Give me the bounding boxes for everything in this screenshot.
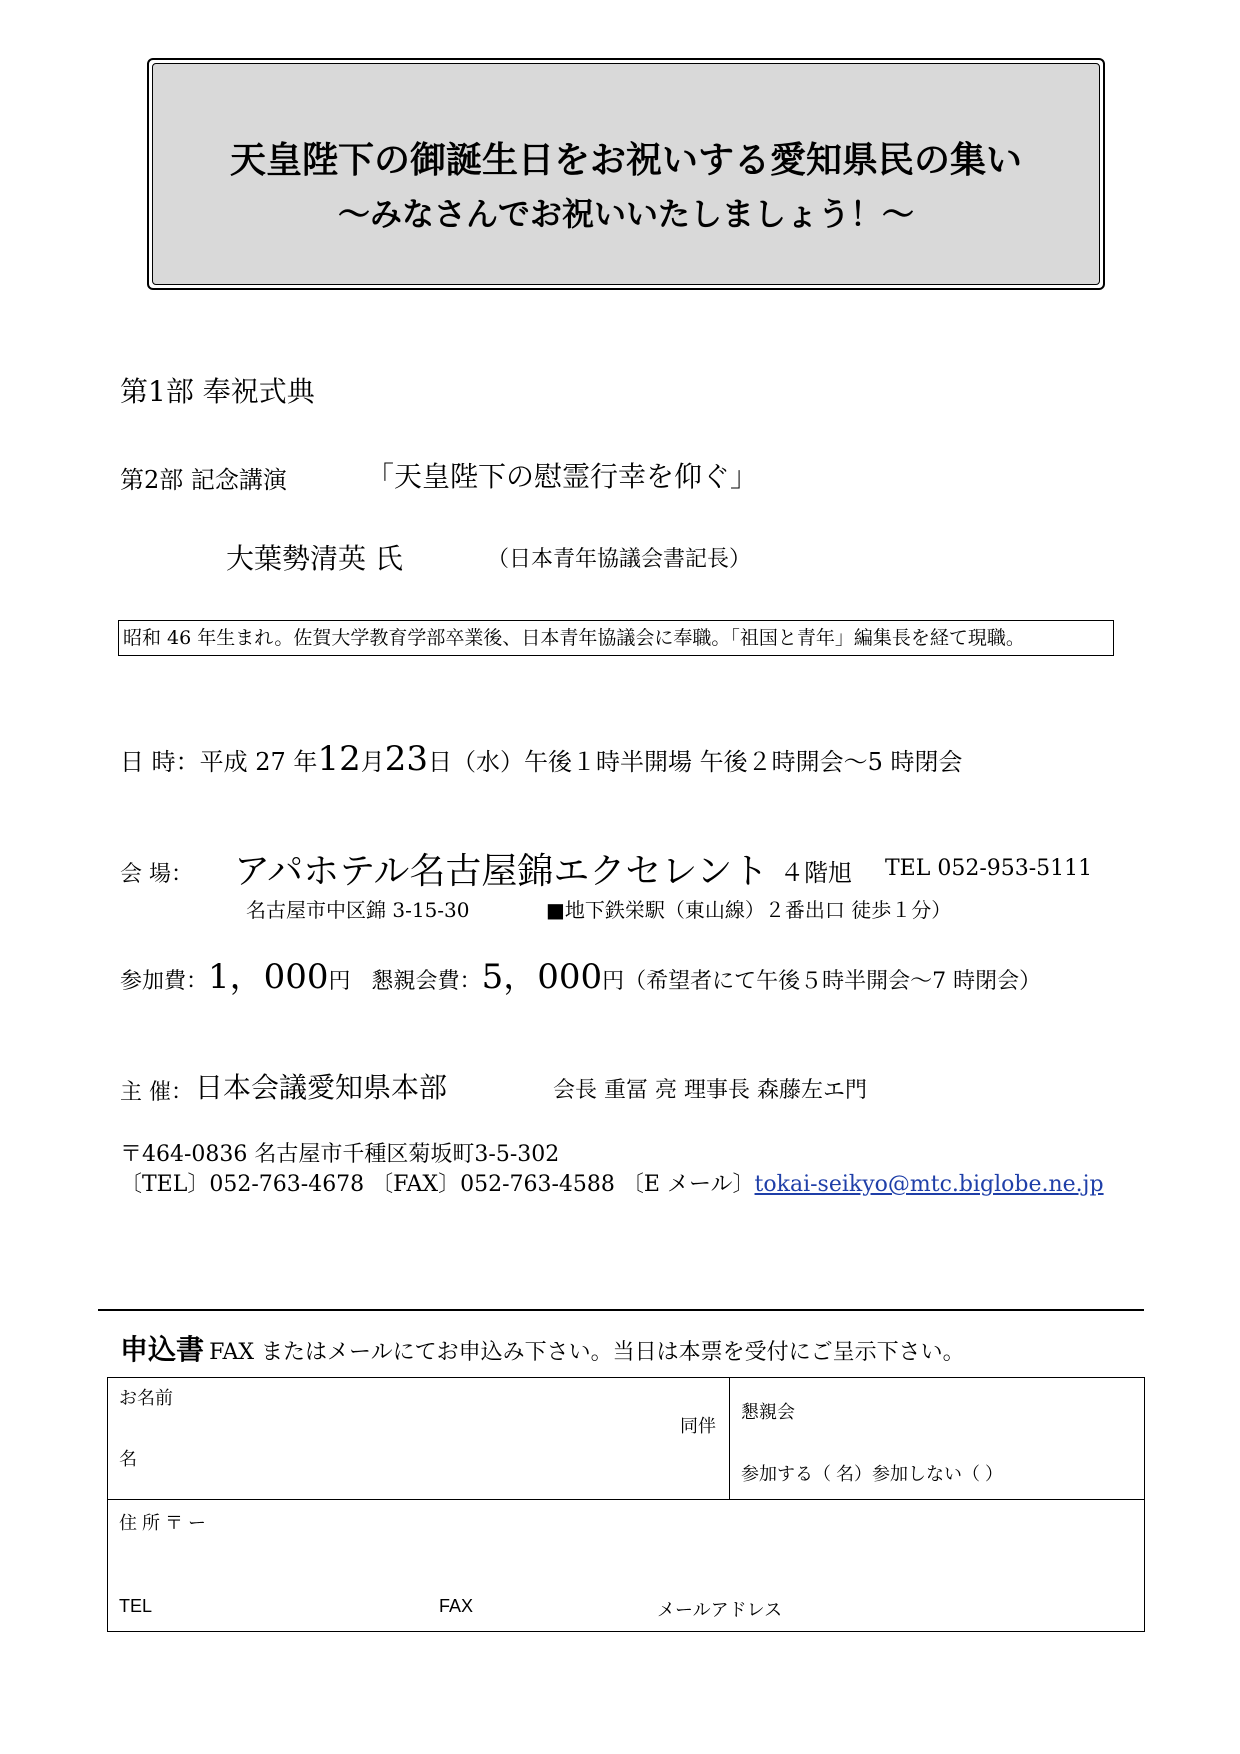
speaker-role: （日本青年協議会書記長）: [487, 547, 752, 572]
organizer-contact: 〔TEL〕052-763-4678 〔FAX〕052-763-4588 〔E メール〕: [120, 1172, 755, 1197]
venue-address: 名古屋市中区錦 3-15-30: [246, 898, 470, 922]
fee-amount: 1，000: [208, 957, 329, 997]
party-attend-option[interactable]: 参加する（ 名）参加しない（ ）: [741, 1464, 1004, 1484]
event-subtitle: ～みなさんでお祝いいたしましょう！～: [337, 195, 914, 233]
organizer-contact-line: [120, 1167, 1104, 1198]
address-label: 住 所 〒 ー: [119, 1513, 207, 1533]
count-label: 名: [119, 1449, 137, 1469]
party-fee-label: 懇親会費：: [371, 969, 482, 994]
schedule-era: 平成 27 年: [199, 748, 318, 776]
venue-tel: TEL 052-953-5111: [885, 856, 1093, 881]
organizer-name: 日本会議愛知県本部: [195, 1071, 448, 1104]
venue-label: 会 場：: [120, 862, 193, 887]
program-part2-label: 第2部 記念講演: [120, 466, 287, 494]
party-label: 懇親会: [741, 1402, 795, 1422]
schedule-rest: （水）午後１時半開場 午後２時開会～5 時閉会: [451, 748, 963, 776]
form-horizontal-divider: [108, 1499, 1144, 1500]
schedule-day-unit: 日: [427, 748, 452, 776]
organizer-postal: 〒464-0836 名古屋市千種区菊坂町3-5-302: [120, 1142, 560, 1167]
event-title: 天皇陛下の御誕生日をお祝いする愛知県民の集い: [229, 139, 1022, 181]
companion-label: 同伴: [680, 1416, 716, 1436]
fees-line: [120, 955, 1041, 1004]
email-label: メールアドレス: [657, 1600, 783, 1620]
venue-name: アパホテル名古屋錦エクセレント: [234, 851, 769, 892]
form-vertical-divider: [729, 1378, 730, 1499]
fee-label: 参加費：: [120, 969, 209, 994]
section-divider: [98, 1309, 1144, 1311]
program-part1: 第1部 奉祝式典: [120, 375, 315, 408]
title-box: [147, 58, 1105, 290]
program-part2-title: 「天皇陛下の慰霊行幸を仰ぐ」: [366, 460, 759, 493]
party-fee-note: （希望者にて午後５時半開会～7 時閉会）: [624, 969, 1042, 994]
fax-label: FAX: [439, 1596, 474, 1616]
schedule-month: 12: [317, 739, 361, 779]
application-form: [107, 1377, 1145, 1632]
venue-floor: ４階旭: [780, 859, 852, 887]
application-heading-line: [120, 1330, 965, 1374]
party-fee-unit: 円: [602, 969, 625, 994]
schedule-label: 日 時：: [120, 748, 200, 776]
title-box-inner: [152, 63, 1100, 285]
organizer-email-link[interactable]: tokai-seikyo@mtc.biglobe.ne.jp: [754, 1172, 1104, 1197]
application-instruction: FAX またはメールにてお申込み下さい。当日は本票を受付にご呈示下さい。: [209, 1340, 965, 1365]
schedule-line: [120, 738, 963, 783]
tel-label: TEL: [119, 1596, 153, 1616]
organizer-label: 主 催：: [120, 1080, 193, 1105]
speaker-profile: 昭和 46 年生まれ。佐賀大学教育学部卒業後、日本青年協議会に奉職。「祖国と青年」編集長を経て現職。: [118, 620, 1114, 656]
schedule-day: 23: [384, 739, 428, 779]
fee-unit: 円: [328, 969, 351, 994]
venue-access: ■地下鉄栄駅（東山線）２番出口 徒歩１分）: [546, 898, 952, 922]
party-fee-amount: 5，000: [481, 957, 603, 997]
speaker-name: 大葉勢清英 氏: [226, 542, 403, 575]
schedule-month-unit: 月: [360, 748, 385, 776]
organizer-officers: 会長 重冨 亮 理事長 森藤左エ門: [553, 1078, 867, 1103]
name-label: お名前: [119, 1388, 173, 1408]
application-heading: 申込書: [120, 1333, 205, 1366]
